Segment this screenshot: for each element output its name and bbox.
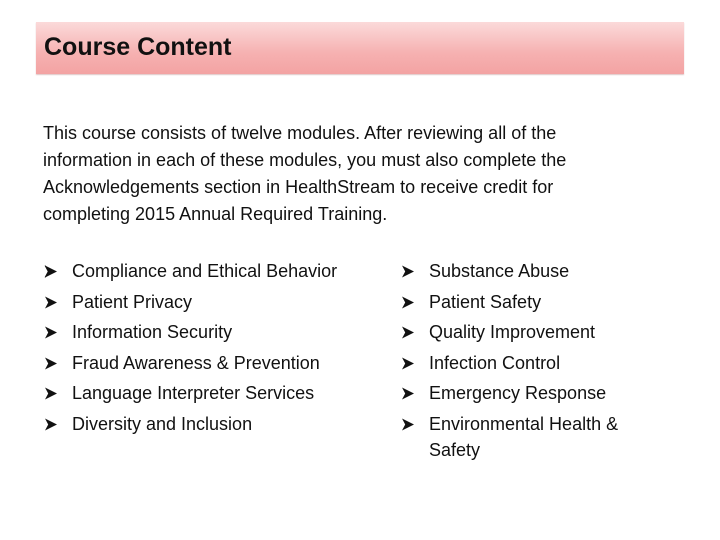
arrowhead-bullet-icon (44, 289, 58, 315)
module-label: Quality Improvement (429, 322, 596, 342)
arrowhead-bullet-icon (44, 319, 58, 345)
module-label: Language Interpreter Services (72, 383, 315, 403)
intro-line: completing 2015 Annual Required Training. (43, 204, 388, 224)
module-label: Infection Control (429, 352, 561, 373)
module-item (44, 350, 384, 376)
module-list-right (401, 258, 671, 467)
module-label: Patient Safety (429, 291, 542, 312)
module-item (401, 258, 671, 284)
module-item (44, 289, 384, 315)
module-label: Fraud Awareness & Prevention (72, 352, 320, 373)
module-item (44, 258, 384, 284)
intro-line: This course consists of twelve modules. After reviewing all of the (43, 123, 557, 143)
slide-title: Course Content (44, 33, 232, 61)
module-label: Compliance and Ethical Behavior (72, 261, 338, 281)
intro-line: Acknowledgements section in HealthStream to receive credit for (43, 177, 554, 197)
module-item (401, 350, 671, 376)
module-label: Environmental Health & Safety (429, 413, 619, 460)
title-bar (36, 22, 684, 74)
module-label: Emergency Response (429, 383, 607, 403)
arrowhead-bullet-icon (401, 350, 415, 376)
arrowhead-bullet-icon (44, 380, 58, 406)
arrowhead-bullet-icon (401, 258, 415, 284)
module-label: Patient Privacy (72, 291, 193, 312)
module-item (401, 380, 671, 406)
module-label: Diversity and Inclusion (72, 413, 253, 434)
arrowhead-bullet-icon (401, 289, 415, 315)
module-item (44, 319, 384, 345)
arrowhead-bullet-icon (401, 380, 415, 406)
module-label: Information Security (72, 322, 233, 342)
module-item (401, 289, 671, 315)
arrowhead-bullet-icon (44, 411, 58, 437)
module-item (44, 380, 384, 406)
arrowhead-bullet-icon (401, 411, 415, 437)
arrowhead-bullet-icon (44, 258, 58, 284)
module-item (401, 319, 671, 345)
module-label: Substance Abuse (429, 261, 570, 281)
arrowhead-bullet-icon (44, 350, 58, 376)
intro-paragraph (43, 120, 663, 228)
intro-line: information in each of these modules, you must also complete the (43, 150, 567, 170)
module-item (401, 411, 671, 463)
arrowhead-bullet-icon (401, 319, 415, 345)
module-item (44, 411, 384, 437)
module-list-left (44, 258, 384, 441)
